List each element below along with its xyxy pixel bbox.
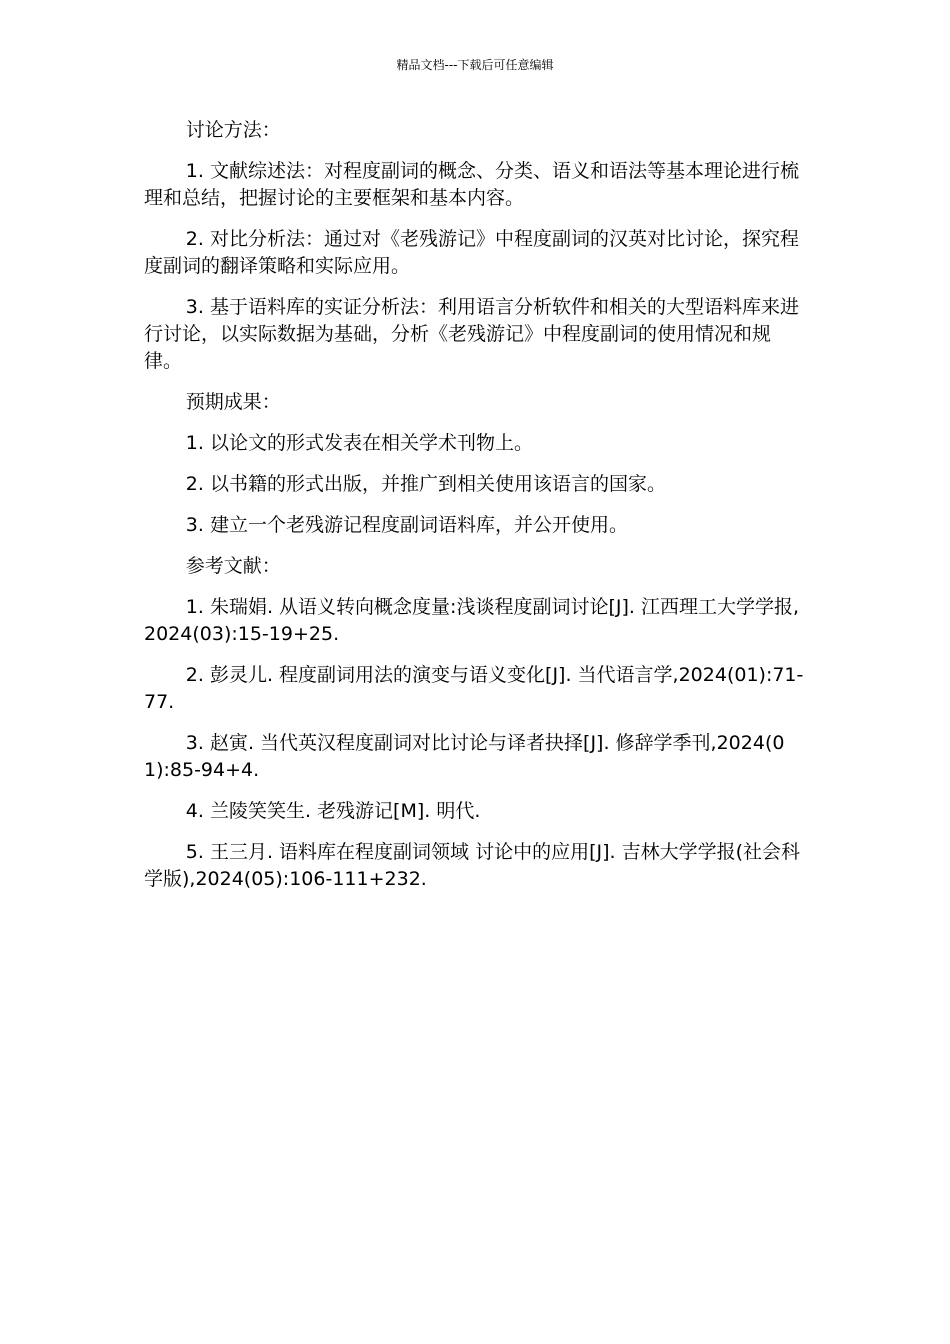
result-item-1: 1. 以论文的形式发表在相关学术刊物上。 — [185, 432, 533, 454]
methods-heading: 讨论方法： — [185, 119, 281, 141]
reference-item-1: 1. 朱瑞娟. 从语义转向概念度量:浅谈程度副词讨论[J]. 江西理工大学学报,2024(03):15-19+25. — [144, 596, 799, 645]
method-item-3: 3. 基于语料库的实证分析法：利用语言分析软件和相关的大型语料库来进行讨论，以实际数据为基础，分析《老残游记》中程度副词的使用情况和规律。 — [144, 296, 799, 372]
page-header: 精品文档---下载后可任意编辑 — [396, 58, 554, 72]
method-item-2: 2. 对比分析法：通过对《老残游记》中程度副词的汉英对比讨论，探究程度副词的翻译策略和实际应用。 — [144, 228, 799, 277]
reference-item-2: 2. 彭灵儿. 程度副词用法的演变与语义变化[J]. 当代语言学,2024(01):71-77. — [144, 664, 804, 713]
result-item-2: 2. 以书籍的形式出版，并推广到相关使用该语言的国家。 — [185, 473, 666, 495]
results-heading: 预期成果： — [185, 391, 281, 413]
document-body — [144, 117, 804, 907]
result-item-3: 3. 建立一个老残游记程度副词语料库，并公开使用。 — [185, 514, 628, 536]
reference-item-4: 4. 兰陵笑笑生. 老残游记[M]. 明代. — [185, 800, 481, 822]
reference-item-5: 5. 王三月. 语料库在程度副词领域 讨论中的应用[J]. 吉林大学学报(社会科学版),2024(05):106-111+232. — [144, 841, 801, 890]
reference-item-3: 3. 赵寅. 当代英汉程度副词对比讨论与译者抉择[J]. 修辞学季刊,2024(01):85-94+4. — [144, 732, 785, 781]
method-item-1: 1. 文献综述法：对程度副词的概念、分类、语义和语法等基本理论进行梳理和总结，把握讨论的主要框架和基本内容。 — [144, 160, 799, 209]
references-heading: 参考文献： — [185, 555, 281, 577]
